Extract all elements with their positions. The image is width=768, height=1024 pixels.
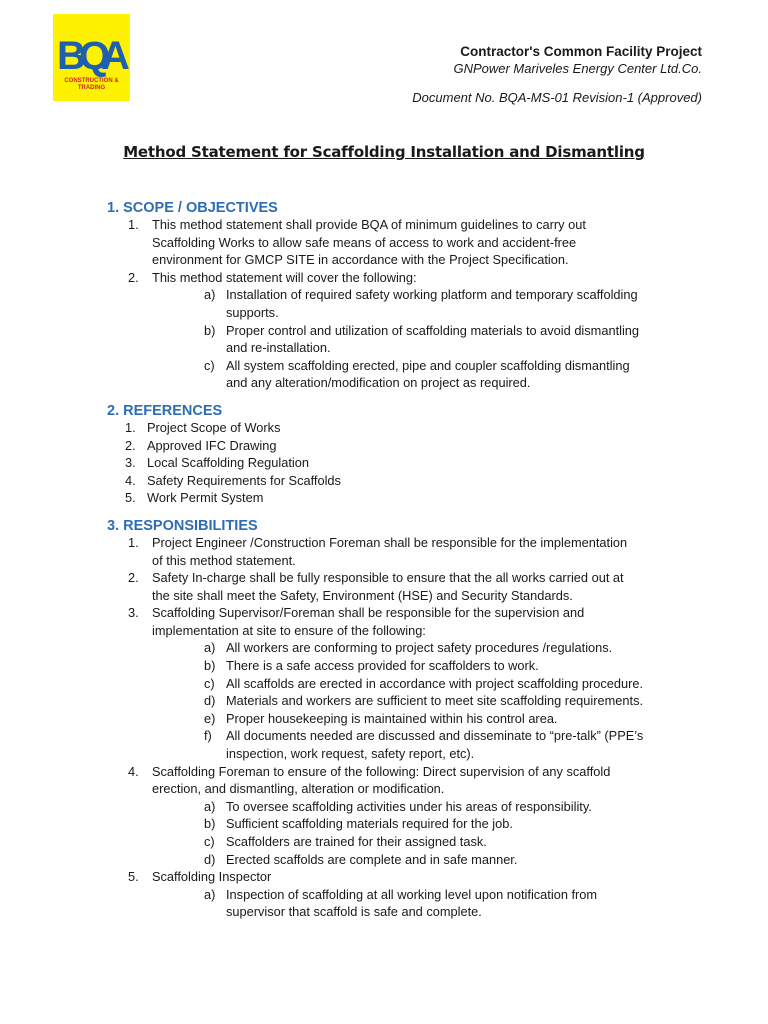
responsibility-sub-item-continued <box>0 903 768 921</box>
scope-item <box>0 269 768 287</box>
list-text: Safety In-charge shall be fully responsible to ensure that the all works carried out at <box>152 570 624 586</box>
list-number: 2. <box>125 437 136 453</box>
responsibility-item <box>0 868 768 886</box>
responsibility-sub-item <box>0 692 768 710</box>
list-number: 1. <box>128 217 139 232</box>
scope-sub-item-continued <box>0 304 768 322</box>
list-text: Proper control and utilization of scaffolding materials to avoid dismantling <box>226 322 640 338</box>
logo-letter-b: B <box>57 34 85 78</box>
responsibility-sub-item-continued <box>0 745 768 763</box>
list-text: Scaffolding Supervisor/Foreman shall be responsible for the supervision and <box>152 605 585 621</box>
list-text: Scaffolders are trained for their assigned task. <box>226 834 487 849</box>
reference-item <box>0 472 768 490</box>
reference-item <box>0 419 768 437</box>
reference-item <box>0 454 768 472</box>
list-text: Scaffolding Works to allow safe means of access to work and accident-free <box>152 234 577 250</box>
list-letter: b) <box>204 322 216 338</box>
responsibility-item <box>0 763 768 781</box>
list-text: of this method statement. <box>152 552 296 568</box>
responsibility-item <box>0 569 768 587</box>
scope-item <box>0 216 768 234</box>
responsibility-sub-item <box>0 833 768 851</box>
list-text: All documents needed are discussed and disseminate to “pre-talk” (PPE’s <box>226 728 644 744</box>
list-letter: a) <box>204 886 216 902</box>
list-text: Proper housekeeping is maintained within his control area. <box>226 710 558 726</box>
list-text: Project Engineer /Construction Foreman shall be responsible for the implementation <box>152 534 628 550</box>
list-text: All workers are conforming to project safety procedures /regulations. <box>226 640 613 656</box>
responsibility-item-continued <box>0 552 768 570</box>
list-number: 3. <box>125 455 136 471</box>
list-text: and re-installation. <box>226 340 331 356</box>
list-number: 3. <box>128 605 139 621</box>
list-text: Work Permit System <box>147 490 264 506</box>
list-number: 2. <box>128 570 139 586</box>
list-text: Installation of required safety working platform and temporary scaffolding <box>226 287 638 303</box>
list-letter: a) <box>204 287 216 303</box>
section-spacer <box>0 392 768 402</box>
list-text: Scaffolding Foreman to ensure of the following: Direct supervision of any scaffold <box>152 763 611 779</box>
reference-item <box>0 437 768 455</box>
responsibility-item-continued <box>0 587 768 605</box>
list-number: 4. <box>128 763 139 779</box>
responsibility-item <box>0 534 768 552</box>
section-heading-references: 2. REFERENCES <box>107 402 223 419</box>
list-text: To oversee scaffolding activities under his areas of responsibility. <box>226 798 592 814</box>
list-text: This method statement will cover the following: <box>152 269 417 285</box>
list-number: 5. <box>128 869 139 885</box>
scope-sub-item-continued <box>0 374 768 392</box>
list-text: Local Scaffolding Regulation <box>147 455 309 471</box>
list-text: the site shall meet the Safety, Environment (HSE) and Security Standards. <box>152 587 573 603</box>
list-letter: f) <box>204 728 212 744</box>
scope-sub-item <box>0 357 768 375</box>
list-text: Erected scaffolds are complete and in safe manner. <box>226 851 518 867</box>
section-heading-scope: 1. SCOPE / OBJECTIVES <box>107 200 278 216</box>
header-company-name: GNPower Mariveles Energy Center Ltd.Co. <box>453 61 702 76</box>
logo-subtitle: CONSTRUCTION & TRADING <box>64 78 119 91</box>
header-project-name: Contractor's Common Facility Project <box>460 44 702 59</box>
section-spacer <box>0 507 768 517</box>
list-letter: c) <box>204 675 215 691</box>
list-number: 2. <box>128 269 139 285</box>
scope-item-continued <box>0 234 768 252</box>
logo-letter-q: Q <box>79 34 110 78</box>
reference-item <box>0 489 768 507</box>
list-text: All scaffolds are erected in accordance with project scaffolding procedure. <box>226 675 644 691</box>
list-text: Scaffolding Inspector <box>152 869 272 885</box>
responsibility-sub-item <box>0 639 768 657</box>
list-text: environment for GMCP SITE in accordance with the Project Specification. <box>152 252 569 268</box>
list-text: erection, and dismantling, alteration or modification. <box>152 781 445 797</box>
list-letter: a) <box>204 640 216 656</box>
header-document-number: Document No. BQA-MS-01 Revision-1 (Approved) <box>412 90 702 105</box>
list-text: Project Scope of Works <box>147 419 281 435</box>
list-number: 4. <box>125 472 136 488</box>
company-logo <box>53 14 130 101</box>
logo-letter-a: A <box>101 34 129 78</box>
responsibility-item <box>0 604 768 622</box>
list-letter: c) <box>204 357 215 373</box>
responsibility-sub-item <box>0 727 768 745</box>
responsibility-sub-item <box>0 851 768 869</box>
list-number: 1. <box>125 419 136 435</box>
list-number: 1. <box>128 534 139 550</box>
list-text: and any alteration/modification on project as required. <box>226 375 531 391</box>
list-letter: b) <box>204 658 216 674</box>
list-letter: b) <box>204 816 216 832</box>
list-text: This method statement shall provide BQA of minimum guidelines to carry out <box>152 217 586 232</box>
scope-sub-item-continued <box>0 339 768 357</box>
list-text: Safety Requirements for Scaffolds <box>147 472 341 488</box>
list-text: implementation at site to ensure of the following: <box>152 622 426 638</box>
list-letter: c) <box>204 834 215 849</box>
scope-sub-item <box>0 286 768 304</box>
document-body <box>0 199 768 921</box>
list-text: Sufficient scaffolding materials required for the job. <box>226 816 513 832</box>
list-number: 5. <box>125 490 136 506</box>
scope-item-continued <box>0 251 768 269</box>
responsibility-sub-item <box>0 657 768 675</box>
responsibility-sub-item <box>0 710 768 728</box>
scope-sub-item <box>0 322 768 340</box>
section-heading-responsibilities: 3. RESPONSIBILITIES <box>107 517 258 534</box>
responsibility-sub-item <box>0 815 768 833</box>
list-text: There is a safe access provided for scaffolders to work. <box>226 658 539 674</box>
list-text: supports. <box>226 304 279 320</box>
list-letter: a) <box>204 798 216 814</box>
list-letter: e) <box>204 710 216 726</box>
list-text: Approved IFC Drawing <box>147 437 277 453</box>
responsibility-sub-item <box>0 798 768 816</box>
list-text: Materials and workers are sufficient to meet site scaffolding requirements. <box>226 693 644 709</box>
list-letter: d) <box>204 851 216 867</box>
list-letter: d) <box>204 693 216 709</box>
responsibility-sub-item <box>0 675 768 693</box>
list-text: Inspection of scaffolding at all working level upon notification from <box>226 886 598 902</box>
logo-mark <box>55 34 128 78</box>
document-title: Method Statement for Scaffolding Installation and Dismantling <box>123 143 645 161</box>
responsibility-sub-item <box>0 886 768 904</box>
list-text: All system scaffolding erected, pipe and coupler scaffolding dismantling <box>226 357 630 373</box>
responsibility-item-continued <box>0 780 768 798</box>
list-text: inspection, work request, safety report, etc). <box>226 746 475 762</box>
list-text: supervisor that scaffold is safe and complete. <box>226 904 482 920</box>
responsibility-item-continued <box>0 622 768 640</box>
